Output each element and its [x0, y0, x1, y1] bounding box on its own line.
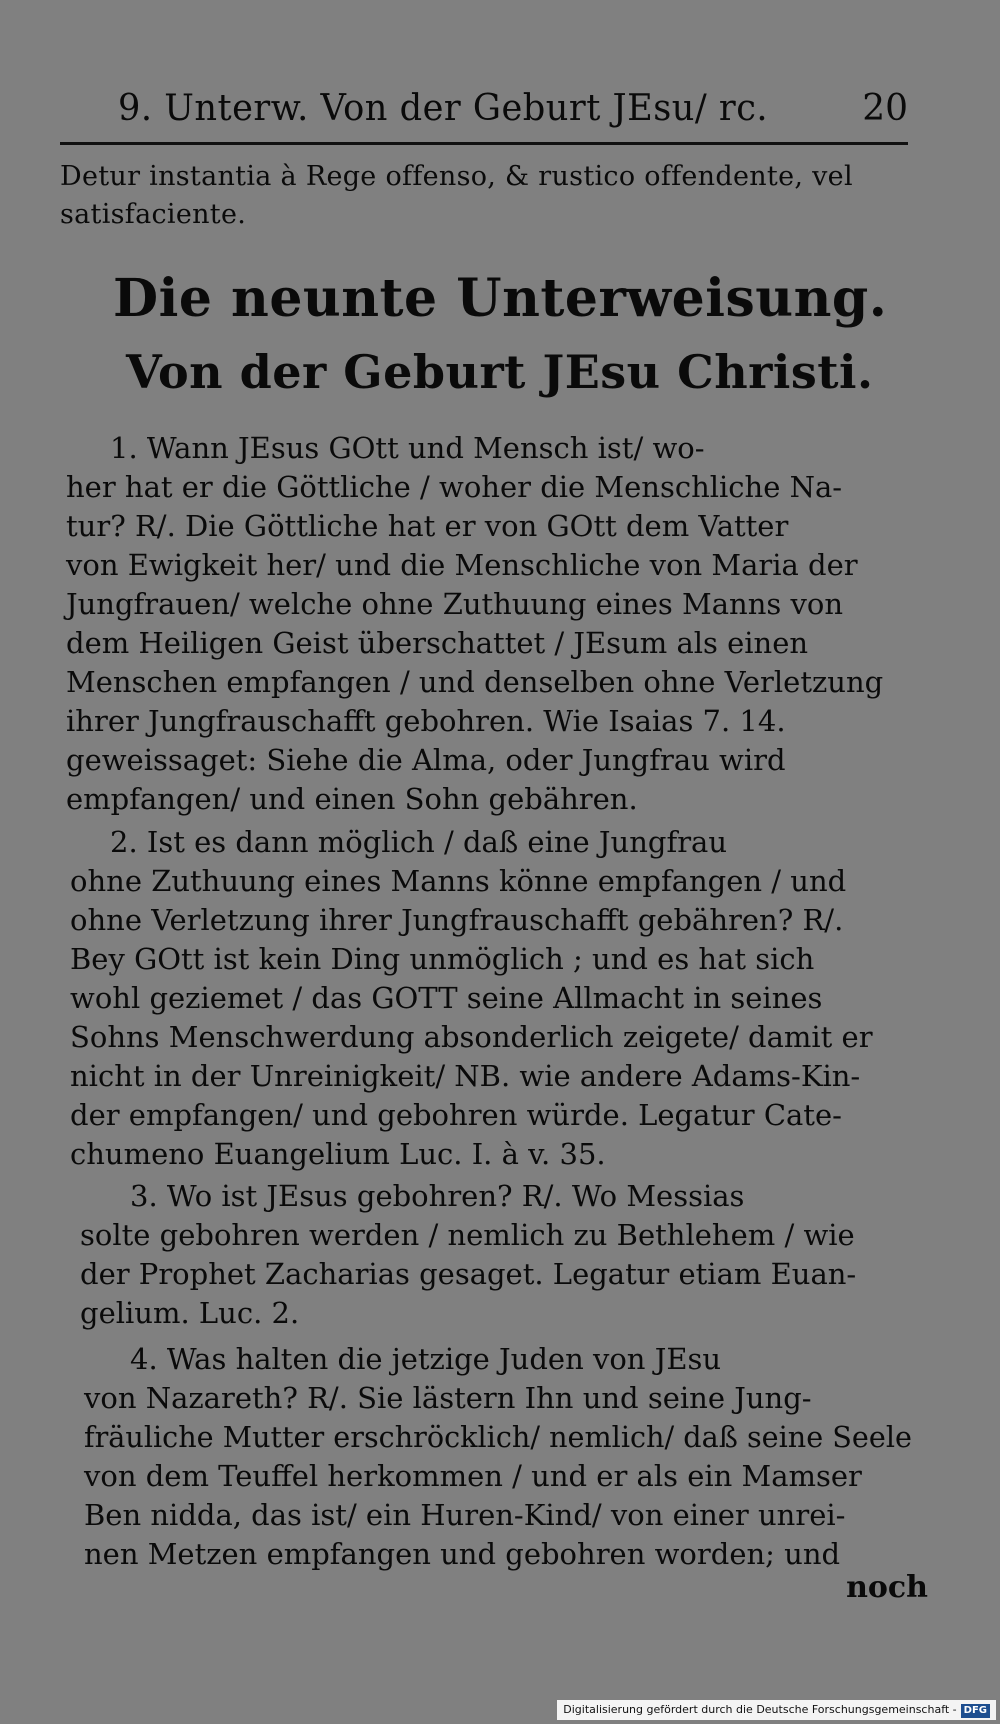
body-line: der Prophet Zacharias gesaget. Legatur etiam Euan-	[80, 1257, 857, 1291]
body-line: her hat er die Göttliche / woher die Menschliche Na-	[66, 470, 843, 504]
body-line: nen Metzen empfangen und gebohren worden; und	[84, 1537, 841, 1571]
body-line: dem Heiligen Geist überschattet / JEsum als einen	[66, 626, 809, 660]
running-head	[118, 88, 908, 138]
page-number: 20	[862, 88, 908, 129]
body-line: tur? R/. Die Göttliche hat er von GOtt dem Vatter	[66, 509, 789, 543]
catchword: noch	[846, 1570, 928, 1605]
running-title: 9. Unterw. Von der Geburt JEsu/ rc.	[118, 88, 769, 129]
body-line: fräuliche Mutter erschröcklich/ nemlich/ daß seine Seele	[84, 1420, 912, 1454]
body-line: solte gebohren werden / nemlich zu Bethlehem / wie	[80, 1218, 855, 1252]
body-line: 1. Wann JEsus GOtt und Mensch ist/ wo-	[110, 431, 705, 465]
body-line: gelium. Luc. 2.	[80, 1296, 300, 1330]
body-line: chumeno Euangelium Luc. I. à v. 35.	[70, 1137, 606, 1171]
chapter-title: Die neunte Unterweisung.	[113, 268, 888, 329]
body-line: von Nazareth? R/. Sie lästern Ihn und seine Jung-	[84, 1381, 812, 1415]
footer-text: Digitalisierung gefördert durch die Deutsche Forschungsgemeinschaft -	[563, 1703, 957, 1716]
latin-note: Detur instantia à Rege offenso, & rustico offendente, vel satisfaciente.	[60, 161, 853, 230]
body-line: 2. Ist es dann möglich / daß eine Jungfrau	[110, 825, 728, 859]
body-line: ohne Zuthuung eines Manns könne empfangen / und	[70, 864, 847, 898]
body-line: der empfangen/ und gebohren würde. Legatur Cate-	[70, 1098, 842, 1132]
body-line: Jungfrauen/ welche ohne Zuthuung eines Manns von	[66, 587, 843, 621]
body-line: 4. Was halten die jetzige Juden von JEsu	[130, 1342, 722, 1376]
body-line: geweissaget: Siehe die Alma, oder Jungfrau wird	[66, 743, 786, 777]
body-line: ohne Verletzung ihrer Jungfrauschafft gebähren? R/.	[70, 903, 844, 937]
digitization-footer	[557, 1700, 996, 1720]
body-line: Menschen empfangen / und denselben ohne Verletzung	[66, 665, 884, 699]
body-line: wohl geziemet / das GOTT seine Allmacht in seines	[70, 981, 823, 1015]
body-line: Bey GOtt ist kein Ding unmöglich ; und es hat sich	[70, 942, 815, 976]
body-line: Sohns Menschwerdung absonderlich zeigete/ damit er	[70, 1020, 873, 1054]
body-line: nicht in der Unreinigkeit/ NB. wie andere Adams-Kin-	[70, 1059, 861, 1093]
body-line: ihrer Jungfrauschafft gebohren. Wie Isaias 7. 14.	[66, 704, 786, 738]
dfg-logo: DFG	[961, 1704, 990, 1718]
header-rule	[60, 142, 908, 145]
body-line: von dem Teuffel herkommen / und er als ein Mamser	[84, 1459, 862, 1493]
body-line: 3. Wo ist JEsus gebohren? R/. Wo Messias	[130, 1179, 745, 1213]
body-line: empfangen/ und einen Sohn gebähren.	[66, 782, 638, 816]
body-line: von Ewigkeit her/ und die Menschliche von Maria der	[66, 548, 858, 582]
chapter-subtitle: Von der Geburt JEsu Christi.	[126, 345, 874, 399]
body-line: Ben nidda, das ist/ ein Huren-Kind/ von einer unrei-	[84, 1498, 846, 1532]
